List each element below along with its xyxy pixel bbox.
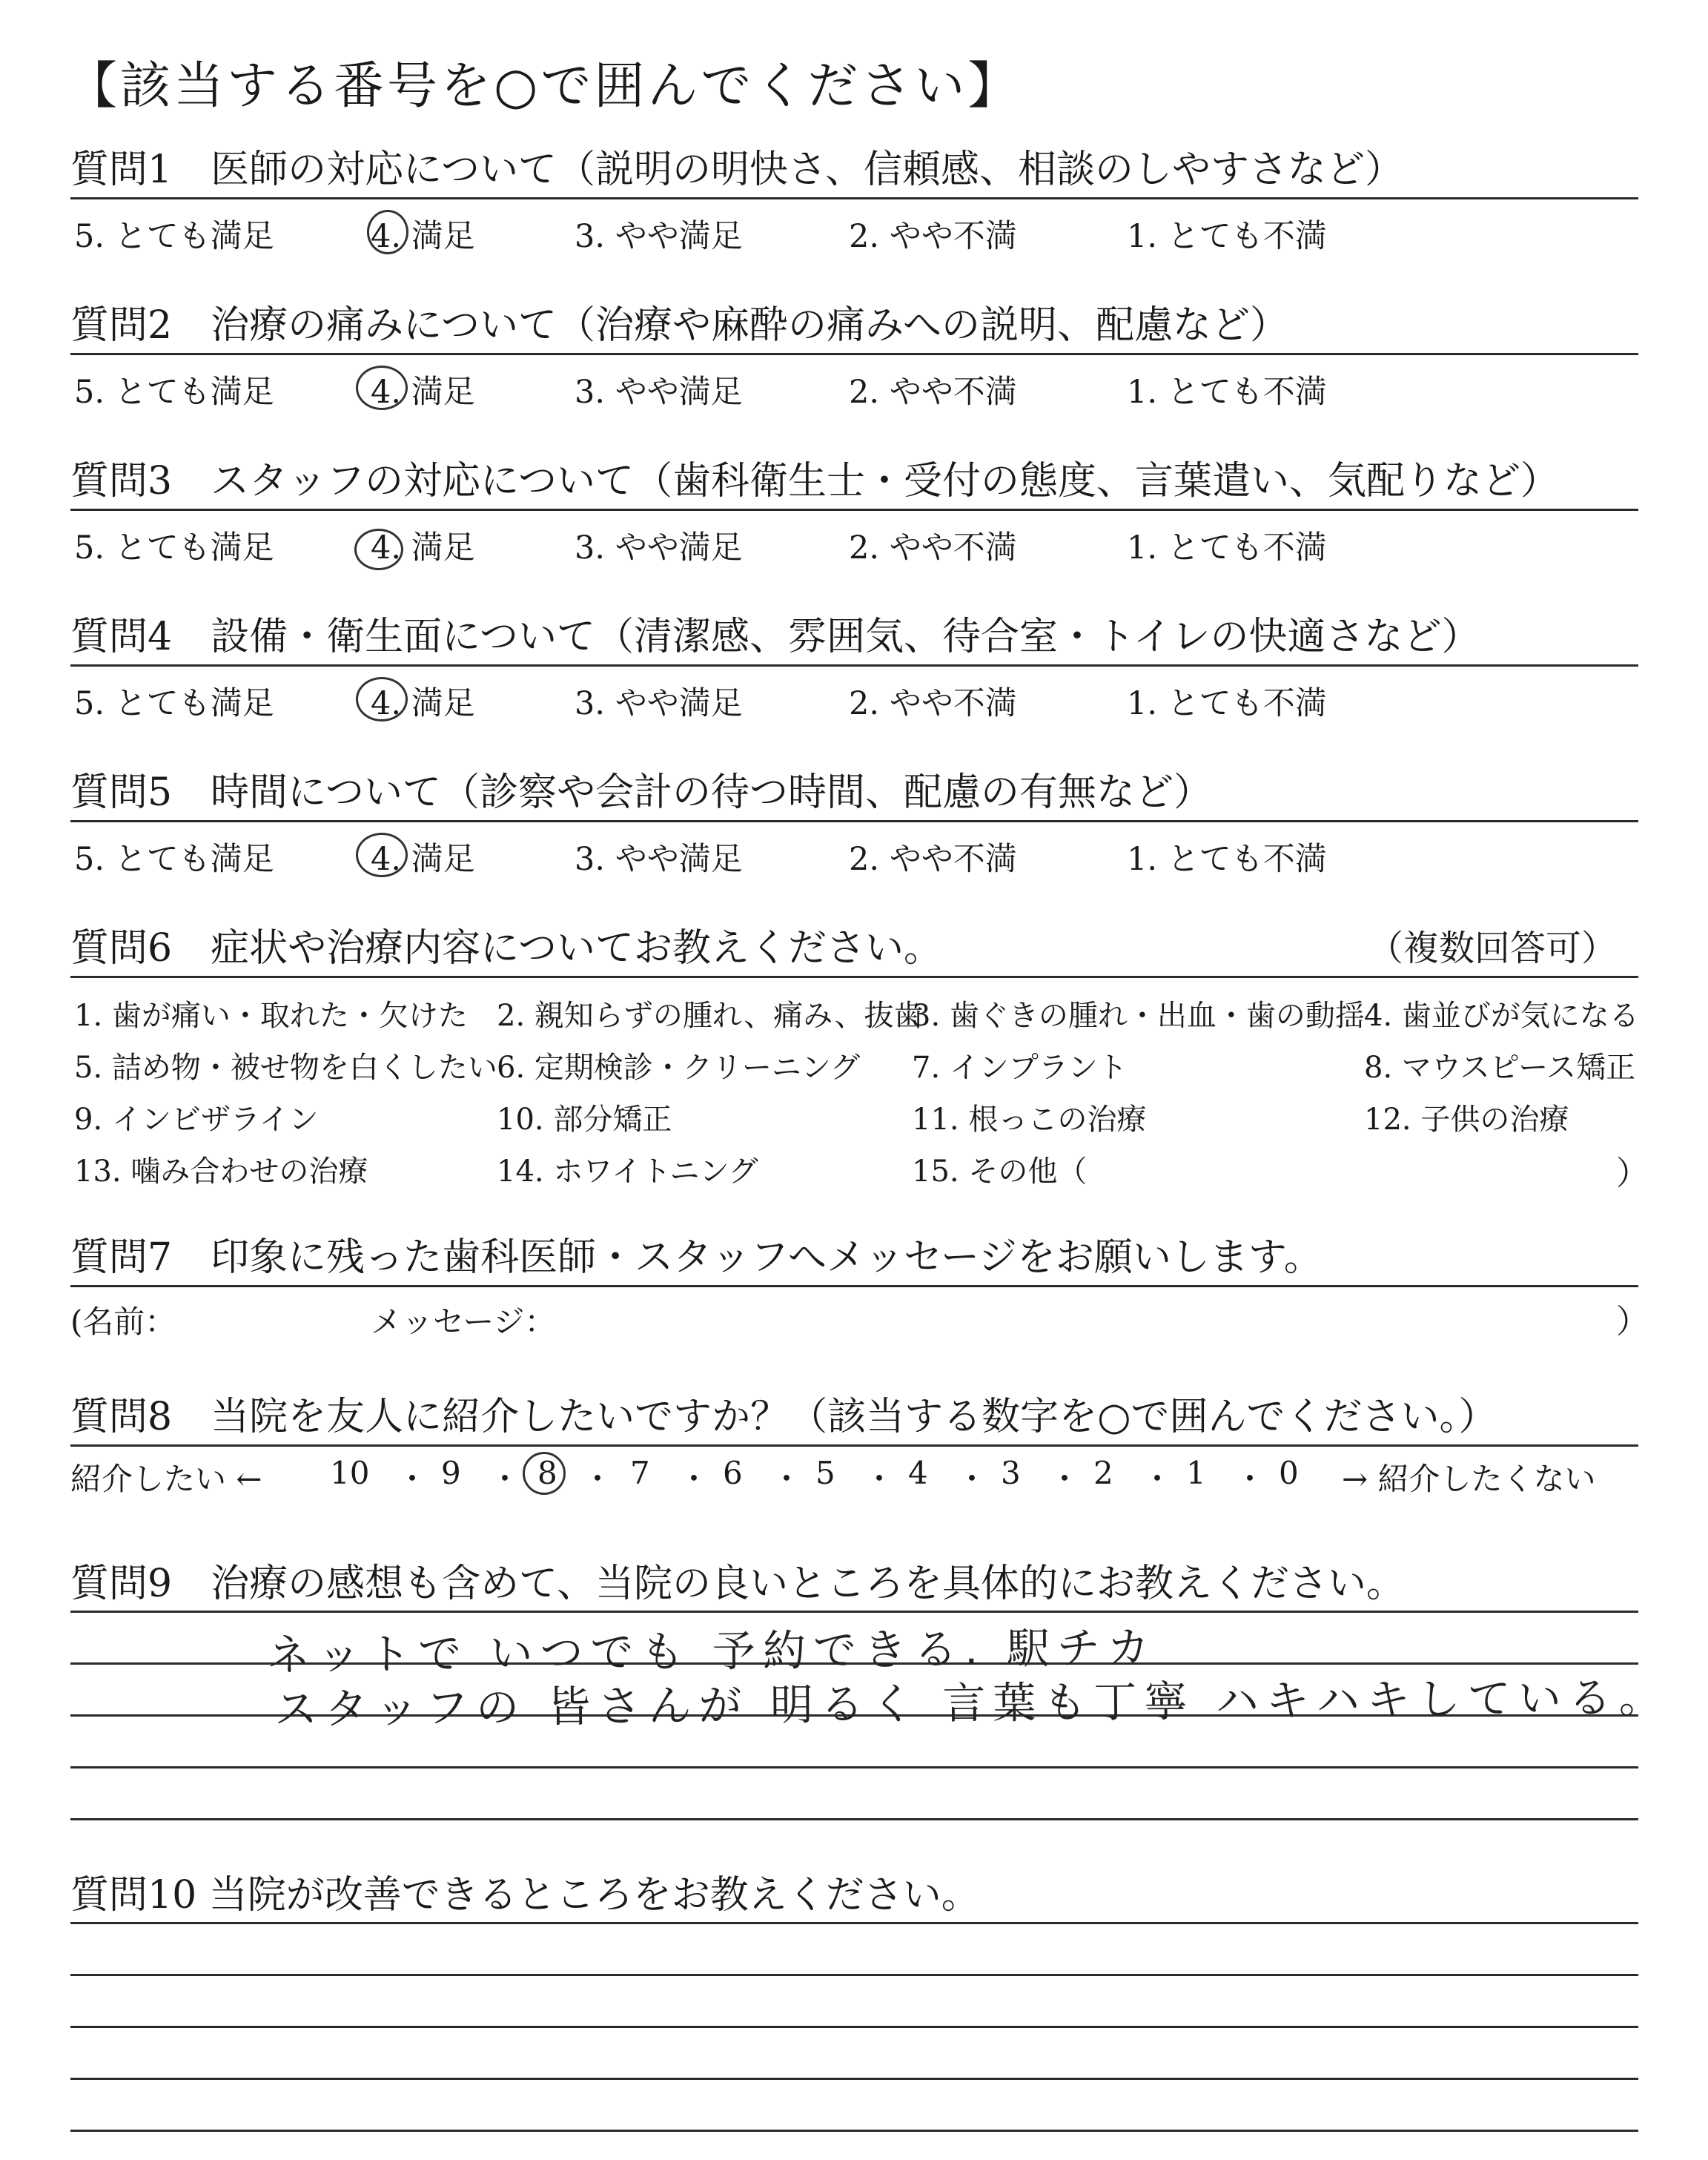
question-title: 質問7 印象に残った歯科医師・スタッフへメッセージをお願いします。 — [70, 1235, 1323, 1280]
category-item[interactable]: 7. インプラント — [912, 1051, 1128, 1085]
category-item[interactable]: 6. 定期検診・クリーニング — [497, 1051, 861, 1085]
answer-line — [70, 1611, 1638, 1613]
question-title: 質問5 時間について（診察や会計の待つ時間、配慮の有無など） — [70, 770, 1213, 815]
question-title: 質問4 設備・衛生面について（清潔感、雰囲気、待合室・トイレの快適さなど） — [70, 615, 1480, 659]
rating-options — [74, 367, 1557, 412]
scale-7[interactable]: 7 — [630, 1455, 650, 1491]
scale-dot: ・ — [1142, 1461, 1174, 1497]
question-4 — [70, 614, 1638, 660]
option-5[interactable]: 5. とても満足 — [74, 685, 274, 722]
scale-dot: ・ — [1049, 1461, 1081, 1497]
answer-line — [70, 2026, 1638, 2028]
option-3[interactable]: 3. やや満足 — [575, 529, 743, 567]
scale-3[interactable]: 3 — [1001, 1455, 1021, 1491]
message-label: メッセージ： — [371, 1304, 556, 1340]
option-3[interactable]: 3. やや満足 — [575, 685, 743, 722]
answer-line — [70, 2130, 1638, 2132]
option-2[interactable]: 2. やや不満 — [849, 841, 1017, 878]
scale-left-label: 紹介したい ← — [70, 1461, 262, 1497]
divider — [70, 353, 1638, 355]
category-item[interactable]: 10. 部分矯正 — [497, 1103, 672, 1137]
divider — [70, 509, 1638, 511]
name-label: (名前： — [70, 1304, 176, 1340]
question-8 — [70, 1394, 1638, 1440]
question-title: 質問1 医師の対応について（説明の明快さ、信頼感、相談のしやすさなど） — [70, 148, 1403, 192]
answer-line — [70, 1922, 1638, 1924]
scale-4[interactable]: 4 — [908, 1455, 928, 1491]
scale-right-label: → 紹介したくない — [1342, 1461, 1596, 1497]
divider — [70, 820, 1638, 822]
category-item-other[interactable]: 15. その他（ — [912, 1155, 1088, 1189]
scale-9[interactable]: 9 — [441, 1455, 461, 1491]
selected-circle — [356, 677, 408, 721]
handwritten-answer-line: ネットで いつでも 予約できる. 駅チカ — [266, 1622, 1157, 1681]
scale-dot: ・ — [771, 1461, 803, 1497]
option-1[interactable]: 1. とても不満 — [1127, 841, 1327, 878]
selected-circle — [367, 210, 408, 254]
scale-dot: ・ — [489, 1461, 521, 1497]
option-2[interactable]: 2. やや不満 — [849, 529, 1017, 567]
option-4[interactable]: 4. 満足 — [371, 685, 475, 722]
option-3[interactable]: 3. やや満足 — [575, 218, 743, 255]
category-item[interactable]: 9. インビザライン — [74, 1103, 319, 1137]
option-4[interactable]: 4. 満足 — [371, 374, 475, 411]
option-3[interactable]: 3. やや満足 — [575, 841, 743, 878]
question-2 — [70, 303, 1638, 349]
question-7 — [70, 1235, 1638, 1281]
category-item[interactable]: 8. マウスピース矯正 — [1364, 1051, 1636, 1085]
scale-dot: ・ — [956, 1461, 988, 1497]
answer-line — [70, 1766, 1638, 1768]
option-1[interactable]: 1. とても不満 — [1127, 218, 1327, 255]
selected-circle — [523, 1452, 566, 1495]
option-5[interactable]: 5. とても満足 — [74, 529, 274, 567]
category-item[interactable]: 5. 詰め物・被せ物を白くしたい — [74, 1051, 497, 1085]
category-item[interactable]: 4. 歯並びが気になる — [1364, 999, 1639, 1033]
selected-circle — [356, 366, 408, 410]
option-1[interactable]: 1. とても不満 — [1127, 685, 1327, 722]
scale-dot: ・ — [678, 1461, 710, 1497]
other-close-paren: ） — [1616, 1155, 1649, 1192]
scale-dot: ・ — [1234, 1461, 1266, 1497]
divider — [70, 1444, 1638, 1447]
scale-0[interactable]: 0 — [1279, 1455, 1299, 1491]
option-2[interactable]: 2. やや不満 — [849, 374, 1017, 411]
question-3 — [70, 458, 1638, 504]
recommend-scale — [70, 1455, 1642, 1499]
form-instruction: 【該当する番号を○で囲んでください】 — [67, 57, 1022, 116]
message-close-paren: ） — [1616, 1303, 1649, 1341]
category-item[interactable]: 2. 親知らずの腫れ、痛み、抜歯 — [497, 999, 924, 1033]
question-title: 質問3 スタッフの対応について（歯科衛生士・受付の態度、言葉遣い、気配りなど） — [70, 459, 1560, 503]
rating-options — [74, 834, 1557, 879]
question-title: 質問8 当院を友人に紹介したいですか？（該当する数字を○で囲んでください。） — [70, 1395, 1497, 1439]
category-item[interactable]: 1. 歯が痛い・取れた・欠けた — [74, 999, 468, 1033]
scale-dot: ・ — [397, 1461, 428, 1497]
scale-2[interactable]: 2 — [1093, 1455, 1113, 1491]
option-5[interactable]: 5. とても満足 — [74, 841, 274, 878]
rating-options — [74, 678, 1557, 723]
question-10 — [70, 1872, 1638, 1918]
option-2[interactable]: 2. やや不満 — [849, 218, 1017, 255]
multiple-answer-note: （複数回答可） — [1368, 928, 1618, 969]
scale-dot: ・ — [582, 1461, 614, 1497]
category-item[interactable]: 13. 噛み合わせの治療 — [74, 1155, 368, 1189]
question-title: 質問6 症状や治療内容についてお教えください。 — [70, 926, 943, 971]
question-title: 質問10 当院が改善できるところをお教えください。 — [70, 1873, 980, 1918]
scale-5[interactable]: 5 — [815, 1455, 835, 1491]
question-5 — [70, 770, 1638, 816]
category-item[interactable]: 3. 歯ぐきの腫れ・出血・歯の動揺 — [912, 999, 1365, 1033]
rating-options — [74, 523, 1557, 567]
option-5[interactable]: 5. とても満足 — [74, 374, 274, 411]
scale-6[interactable]: 6 — [723, 1455, 743, 1491]
scale-8[interactable]: 8 — [537, 1455, 557, 1491]
answer-line — [70, 2078, 1638, 2080]
divider — [70, 1285, 1638, 1287]
handwritten-answer-line: スタッフの 皆さんが 明るく 言葉も丁寧 ハキハキしている。 — [274, 1671, 1670, 1735]
question-9 — [70, 1561, 1638, 1607]
scale-1[interactable]: 1 — [1186, 1455, 1206, 1491]
option-5[interactable]: 5. とても満足 — [74, 218, 274, 255]
question-title: 質問9 治療の感想も含めて、当院の良いところを具体的にお教えください。 — [70, 1562, 1406, 1606]
category-item[interactable]: 11. 根っこの治療 — [912, 1103, 1147, 1137]
category-item[interactable]: 12. 子供の治療 — [1364, 1103, 1569, 1137]
selected-circle — [356, 833, 408, 877]
option-4[interactable]: 4. 満足 — [371, 529, 475, 567]
selected-circle — [354, 529, 403, 570]
option-4[interactable]: 4. 満足 — [371, 841, 475, 878]
rating-options — [74, 211, 1557, 256]
option-1[interactable]: 1. とても不満 — [1127, 374, 1327, 411]
scale-dot: ・ — [864, 1461, 896, 1497]
answer-line — [70, 1974, 1638, 1976]
option-2[interactable]: 2. やや不満 — [849, 685, 1017, 722]
category-item[interactable]: 14. ホワイトニング — [497, 1155, 758, 1189]
question-title: 質問2 治療の痛みについて（治療や麻酔の痛みへの説明、配慮など） — [70, 303, 1289, 348]
option-3[interactable]: 3. やや満足 — [575, 374, 743, 411]
question-1 — [70, 147, 1638, 193]
scale-10[interactable]: 10 — [330, 1455, 370, 1491]
divider — [70, 976, 1638, 978]
divider — [70, 664, 1638, 667]
answer-line — [70, 1818, 1638, 1820]
divider — [70, 197, 1638, 199]
option-4[interactable]: 4. 満足 — [371, 218, 475, 255]
option-1[interactable]: 1. とても不満 — [1127, 529, 1327, 567]
